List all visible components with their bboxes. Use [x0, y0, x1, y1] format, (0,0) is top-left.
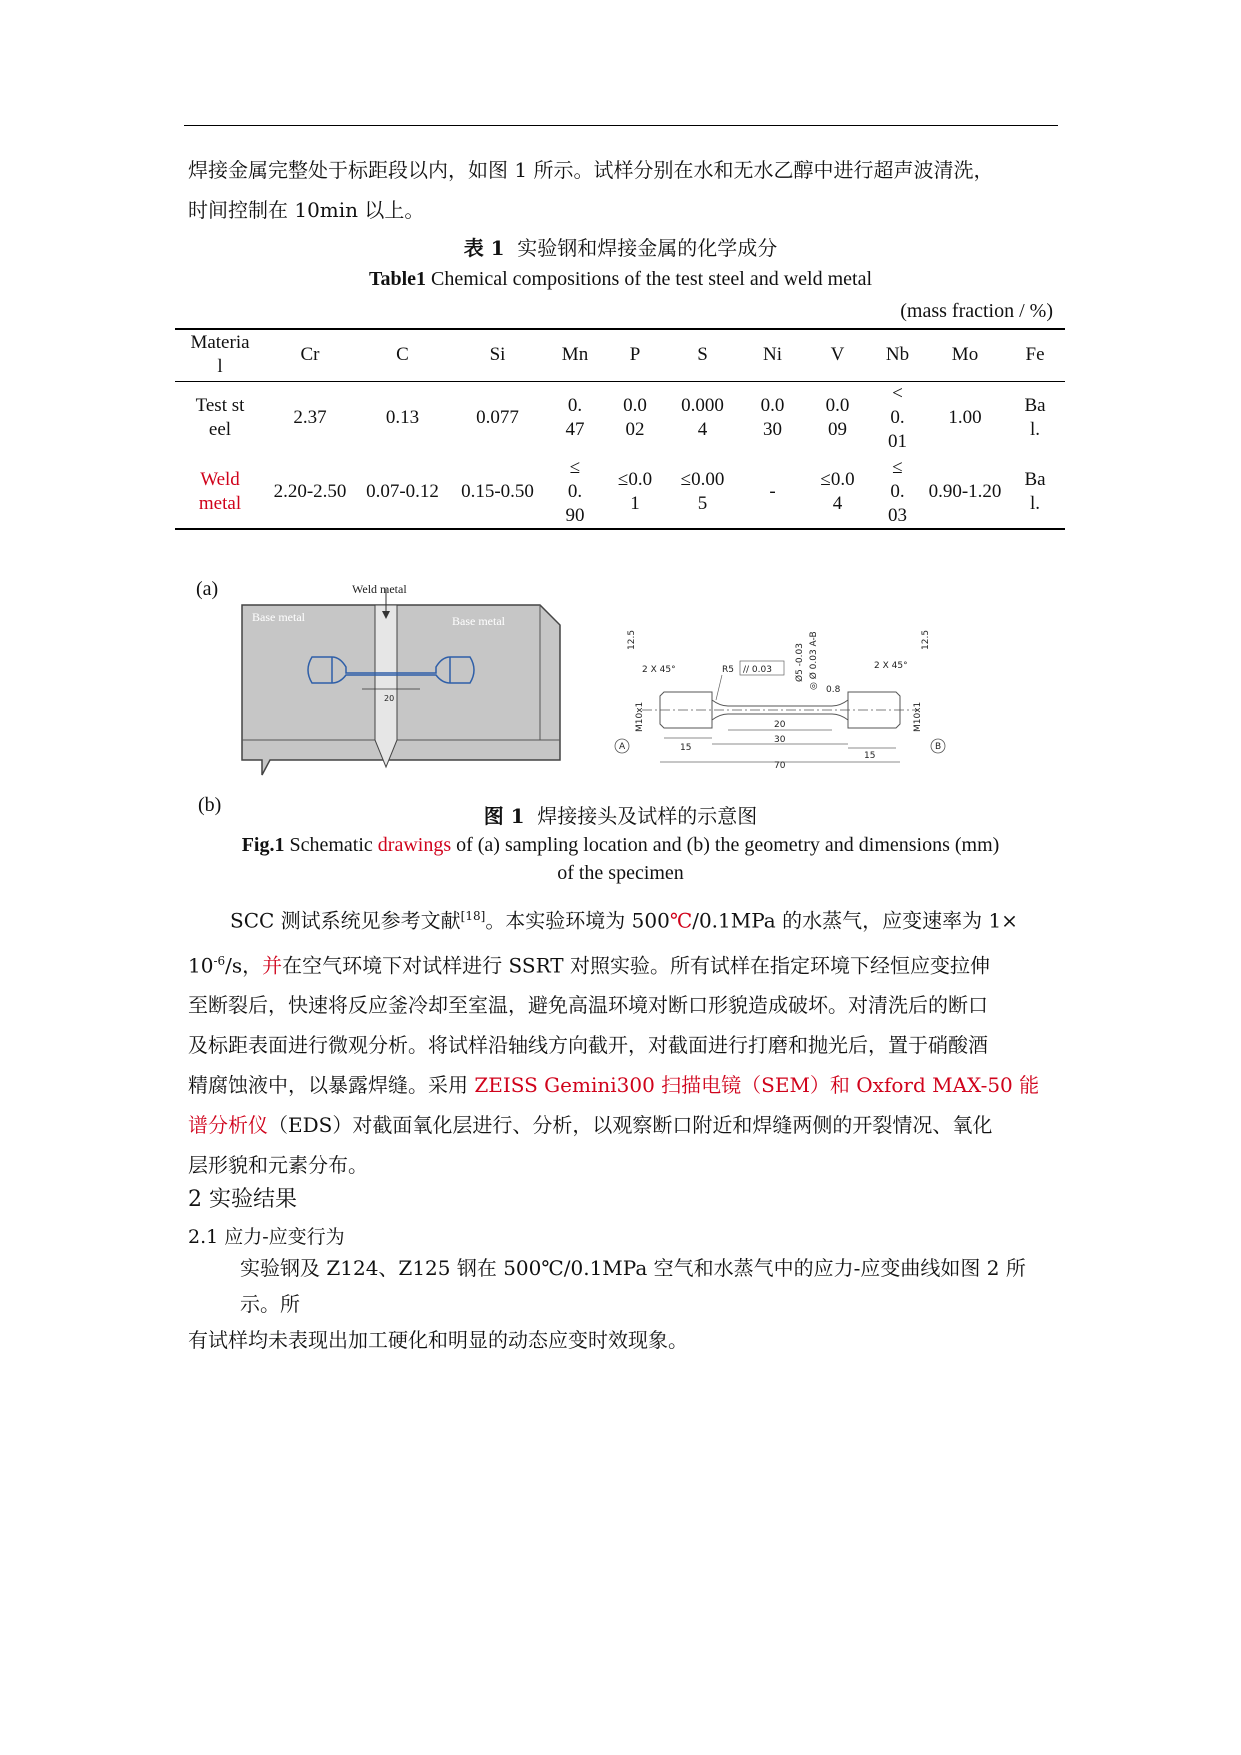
table-cell: 2.37	[293, 407, 327, 429]
table-cell: 0.009	[825, 395, 850, 441]
header-cell: Fe	[1025, 344, 1045, 366]
header-cell: Mn	[561, 344, 589, 366]
table-row	[175, 381, 1065, 455]
parallel-label: // 0.03	[743, 665, 772, 675]
chamfer-right-label: 2 X 45°	[874, 661, 908, 671]
base-metal-left-label: Base metal	[252, 610, 305, 624]
fig1-label-cn: 图 1	[483, 804, 525, 828]
runout-label: ◎ Ø 0.03 A-B	[809, 631, 819, 690]
fig1-caption-pre: Schematic	[289, 834, 378, 856]
header-cell: Mo	[951, 344, 979, 366]
table1-title-cn: 实验钢和焊接金属的化学成分	[517, 236, 778, 260]
table-cell: -	[769, 480, 776, 502]
diameter-label: Ø5 -0.03	[795, 643, 805, 682]
intro-paragraph	[188, 150, 1054, 230]
results-line-2: 有试样均未表现出加工硬化和明显的动态应变时效现象。	[188, 1328, 688, 1352]
method-line-2: $10^{-6}/s$，并在空气环境下对试样进行 SSRT 对照实验。所有试样在指定环境下经恒应变拉伸	[188, 953, 990, 978]
specimen-dimension-drawing	[612, 620, 982, 770]
base-metal-right-label: Base metal	[452, 614, 505, 628]
dim-15-left: 15	[680, 743, 692, 753]
roughness-mid: 0.8	[826, 685, 841, 695]
roughness-right: 12.5	[921, 629, 931, 650]
table-cell: ≤0.04	[820, 468, 855, 514]
method-line-4: 及标距表面进行微观分析。将试样沿轴线方向截开，对截面进行打磨和抛光后，置于硝酸酒	[188, 1033, 988, 1058]
method-line-5: 精腐蚀液中，以暴露焊缝。采用 ZEISS Gemini300 扫描电镜（SEM）和 Oxford MAX-50 能	[188, 1073, 1040, 1098]
method-line-7: 层形貌和元素分布。	[188, 1153, 368, 1178]
dim-30: 30	[774, 735, 786, 745]
datum-b: B	[935, 742, 942, 752]
dim-15-right: 15	[864, 751, 876, 761]
method-line-3: 至断裂后，快速将反应釜冷却至室温，避免高温环境对断口形貌造成破坏。对清洗后的断口	[188, 993, 988, 1018]
r5-label: R5	[722, 665, 734, 675]
method-line-6: 谱分析仪（EDS）对截面氧化层进行、分析，以观察断口附近和焊缝两侧的开裂情况、氧化	[188, 1113, 993, 1138]
table-cell: 0.47	[565, 395, 585, 441]
intro-line-1: 焊接金属完整处于标距段以内，如图 1 所示。试样分别在水和无水乙醇中进行超声波清洗，	[188, 158, 994, 182]
header-rule	[184, 125, 1058, 126]
table1-caption-en	[0, 268, 1241, 291]
datum-a: A	[619, 742, 626, 752]
weld-joint-drawing	[240, 585, 570, 785]
table-cell: 1.00	[948, 407, 982, 429]
table-cell: ≤0.005	[680, 468, 725, 514]
chamfer-left-label: 2 X 45°	[642, 665, 676, 675]
table-cell: 0.07-0.12	[366, 480, 439, 502]
table1-label-cn: 表 1	[463, 236, 505, 260]
table-cell: 0.13	[385, 407, 420, 429]
table-cell: Bal.	[1024, 468, 1046, 514]
section-2-1-paragraph	[188, 1250, 1054, 1358]
table-cell: <0.01	[888, 383, 907, 453]
table1-title-en: Chemical compositions of the test steel and weld metal	[431, 268, 873, 290]
table-cell: 0.0004	[681, 395, 724, 441]
thread-right: M10x1	[913, 701, 923, 732]
header-cell: Cr	[300, 344, 320, 366]
header-cell: Material	[190, 332, 250, 378]
table-cell: 0.15-0.50	[461, 480, 534, 502]
method-paragraph	[188, 896, 1054, 1185]
header-cell: V	[830, 344, 845, 366]
header-cell: Nb	[885, 344, 910, 366]
table-cell: 2.20-2.50	[273, 480, 347, 502]
citation-ref: [18]	[460, 909, 486, 923]
table-row	[175, 455, 1065, 529]
header-cell: Ni	[763, 344, 782, 366]
table1-unit: (mass fraction / %)	[900, 300, 1053, 322]
table-cell: 0.90-1.20	[928, 480, 1002, 502]
table-cell: ≤0.03	[888, 456, 907, 526]
base-plate	[242, 605, 560, 775]
weld-metal-label: Weld metal	[352, 585, 407, 596]
table-cell: 0.030	[760, 395, 785, 441]
table-header-row	[175, 329, 1065, 381]
row-name: Test steel	[195, 395, 245, 441]
fig1-caption-cn	[0, 800, 1241, 829]
table-cell: 0.002	[623, 395, 647, 441]
weld-bead	[375, 605, 397, 767]
table1-label-en: Table1	[368, 268, 427, 290]
header-cell: C	[396, 344, 409, 366]
row-name: Weld metal	[198, 468, 242, 514]
fig1-caption-red: drawings	[377, 834, 452, 856]
table-cell: ≤0.90	[565, 456, 585, 526]
fig1-caption-en	[0, 834, 1241, 857]
section-2-heading: 2 实验结果	[188, 1187, 297, 1212]
fig-label-b: (b)	[198, 794, 222, 816]
method-line-1: SCC 测试系统见参考文献[18]。本实验环境为 500℃/0.1MPa 的水蒸气，应变速率为 1×	[230, 908, 1018, 933]
fig-label-a: (a)	[196, 578, 219, 600]
fig1-caption-post: of (a) sampling location and (b) the geometry and dimensions (mm)	[451, 834, 1000, 856]
results-line-1: 实验钢及 Z124、Z125 钢在 500℃/0.1MPa 空气和水蒸气中的应力-应变曲线如图 2 所示。所	[240, 1256, 1026, 1316]
fig1-caption-en-line2: of the specimen	[557, 862, 684, 884]
table-cell: Bal.	[1024, 395, 1046, 441]
intro-line-2: 时间控制在 10min 以上。	[188, 198, 425, 222]
table-cell: ≤0.01	[617, 468, 653, 514]
fig1-title-cn: 焊接接头及试样的示意图	[537, 804, 758, 828]
fig1-label-en: Fig.1	[241, 834, 285, 856]
section-2-1-heading: 2.1 应力-应变行为	[188, 1226, 345, 1248]
header-cell: S	[697, 344, 708, 366]
dim-70: 70	[774, 761, 786, 770]
header-cell: Si	[489, 344, 506, 366]
table-cell: 0.077	[476, 407, 519, 429]
thread-left: M10x1	[635, 701, 645, 732]
r5-leader	[716, 675, 722, 700]
gauge-20-label: 20	[384, 694, 395, 703]
roughness-left: 12.5	[627, 629, 637, 650]
header-cell: P	[629, 344, 641, 366]
composition-table	[175, 328, 1065, 530]
table1-caption-cn	[0, 232, 1241, 261]
dim-20: 20	[774, 720, 786, 730]
